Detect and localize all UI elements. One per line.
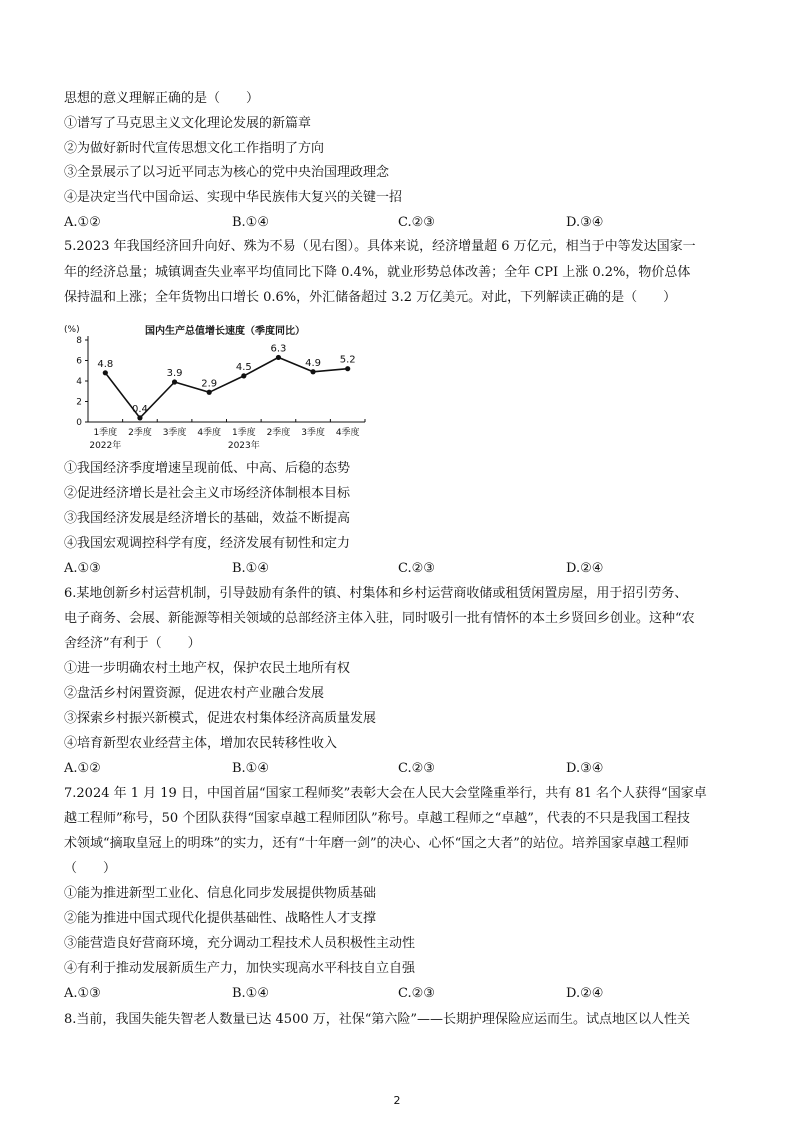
q6-stem-line-1: 6.某地创新乡村运营机制，引导鼓励有条件的镇、村集体和乡村运营商收储或租赁闲置房屋，用于招引劳务、 <box>64 586 688 601</box>
q5-option-c[interactable]: C.②③ <box>398 561 435 576</box>
q5-item-4: ④我国宏观调控科学有度，经济发展有韧性和定力 <box>64 536 351 551</box>
q7-option-d[interactable]: D.②④ <box>566 986 604 1001</box>
q7-option-a[interactable]: A.①③ <box>64 986 101 1001</box>
q5-item-2: ②促进经济增长是社会主义市场经济体制根本目标 <box>64 486 351 501</box>
data-label-5: 6.3 <box>270 343 287 355</box>
x-tick-label-4: 1季度 <box>231 428 256 438</box>
data-label-2: 3.9 <box>166 368 183 380</box>
q7-item-1: ①能为推进新型工业化、信息化同步发展提供物质基础 <box>64 886 377 901</box>
data-point-5 <box>276 355 281 360</box>
q6-item-3: ③探索乡村振兴新模式，促进农村集体经济高质量发展 <box>64 711 377 726</box>
q7-item-4: ④有利于推动发展新质生产力，加快实现高水平科技自立自强 <box>64 961 416 976</box>
q7-option-c[interactable]: C.②③ <box>398 986 435 1001</box>
data-label-0: 4.8 <box>97 358 114 370</box>
q7-item-3: ③能营造良好营商环境，充分调动工程技术人员积极性主动性 <box>64 936 416 951</box>
data-label-6: 4.9 <box>305 357 322 369</box>
chart-title: 国内生产总值增长速度（季度同比） <box>145 326 305 337</box>
q8-stem-line-1: 8.当前，我国失能失智老人数量已达 4500 万，社保“第六险”——长期护理保险应运而生。试点地区以人性关 <box>64 1012 691 1027</box>
x-tick-label-3: 4季度 <box>197 428 222 438</box>
data-point-0 <box>103 370 108 375</box>
q5-option-d[interactable]: D.②④ <box>566 561 604 576</box>
q4-stem: 思想的意义理解正确的是（ ） <box>64 91 260 106</box>
data-label-4: 4.5 <box>235 361 252 373</box>
chart-y-label: (%) <box>64 325 80 335</box>
x-tick-label-7: 4季度 <box>335 428 360 438</box>
y-tick-label-0: 0 <box>76 418 82 428</box>
q5-item-3: ③我国经济发展是经济增长的基础，效益不断提高 <box>64 511 351 526</box>
x-tick-label-1: 2季度 <box>128 428 152 438</box>
q6-option-b[interactable]: B.①④ <box>232 761 269 776</box>
data-point-7 <box>345 366 350 371</box>
x-tick-label-0: 1季度 <box>93 428 118 438</box>
y-tick-label-1: 2 <box>76 397 82 408</box>
x-tick-label-2: 3季度 <box>162 428 187 438</box>
q4-item-4: ④是决定当代中国命运、实现中华民族伟大复兴的关键一招 <box>64 190 403 205</box>
year-label-0: 2022年 <box>89 441 122 451</box>
q5-item-1: ①我国经济季度增速呈现前低、中高、后稳的态势 <box>64 461 351 476</box>
q4-option-b[interactable]: B.①④ <box>232 215 269 230</box>
q6-item-1: ①进一步明确农村土地产权，保护农民土地所有权 <box>64 661 351 676</box>
x-tick-label-5: 2季度 <box>266 428 291 438</box>
q4-option-c[interactable]: C.②③ <box>398 215 435 230</box>
q6-option-d[interactable]: D.③④ <box>566 761 604 776</box>
q5-option-a[interactable]: A.①③ <box>64 561 101 576</box>
gdp-growth-chart <box>60 318 370 456</box>
q6-item-2: ②盘活乡村闲置资源，促进农村产业融合发展 <box>64 686 325 701</box>
data-point-1 <box>137 415 142 420</box>
q5-option-b[interactable]: B.①④ <box>232 561 269 576</box>
data-label-1: 0.4 <box>131 403 148 415</box>
y-tick-label-4: 8 <box>76 336 82 346</box>
y-tick-label-3: 6 <box>76 356 82 367</box>
page-number: 2 <box>393 1094 401 1107</box>
data-point-6 <box>310 369 315 374</box>
q4-option-d[interactable]: D.③④ <box>566 215 604 230</box>
data-label-7: 5.2 <box>339 354 356 366</box>
q4-item-1: ①谱写了马克思主义文化理论发展的新篇章 <box>64 116 312 131</box>
q4-item-2: ②为做好新时代宣传思想文化工作指明了方向 <box>64 141 325 156</box>
q7-stem-line-2: 越工程师”称号，50 个团队获得“国家卓越工程师团队”称号。卓越工程师之“卓越”，代表的不只是我国工程技 <box>64 811 690 826</box>
y-tick-label-2: 4 <box>76 377 82 387</box>
q5-stem-line-1: 5.2023 年我国经济回升向好、殊为不易（见右图）。具体来说，经济增量超 6 万亿元，相当于中等发达国家一 <box>64 239 696 254</box>
data-point-3 <box>207 390 212 395</box>
q6-option-c[interactable]: C.②③ <box>398 761 435 776</box>
q6-stem-line-3: 舍经济”有利于（ ） <box>64 636 201 651</box>
q5-stem-line-3: 保持温和上涨；全年货物出口增长 0.6%，外汇储备超过 3.2 万亿美元。对此，下列解读正确的是（ ） <box>64 290 677 305</box>
data-point-4 <box>241 373 246 378</box>
q5-stem-line-2: 年的经济总量；城镇调查失业率平均值同比下降 0.4%，就业形势总体改善；全年 CPI 上涨 0.2%，物价总体 <box>64 265 691 280</box>
q6-stem-line-2: 电子商务、会展、新能源等相关领域的总部经济主体入驻，同时吸引一批有情怀的本土乡贤回乡创业。这种“农 <box>64 611 695 626</box>
q7-stem-line-3: 术领域“摘取皇冠上的明珠”的实力，还有“十年磨一剑”的决心、心怀“国之大者”的站位。培养国家卓越工程师 <box>64 836 689 851</box>
q7-stem-line-1: 7.2024 年 1 月 19 日，中国首届“国家工程师奖”表彰大会在人民大会堂隆重举行，共有 81 名个人获得“国家卓 <box>64 786 707 801</box>
q6-item-4: ④培育新型农业经营主体，增加农民转移性收入 <box>64 736 338 751</box>
q7-stem-line-4: （ ） <box>64 861 117 876</box>
year-label-1: 2023年 <box>227 441 260 451</box>
x-tick-label-6: 3季度 <box>301 428 325 438</box>
q7-option-b[interactable]: B.①④ <box>232 986 269 1001</box>
q4-option-a[interactable]: A.①② <box>64 215 101 230</box>
q4-item-3: ③全景展示了以习近平同志为核心的党中央治国理政理念 <box>64 165 390 180</box>
q7-item-2: ②能为推进中国式现代化提供基础性、战略性人才支撑 <box>64 911 377 926</box>
q6-option-a[interactable]: A.①② <box>64 761 101 776</box>
data-label-3: 2.9 <box>201 378 218 390</box>
data-point-2 <box>172 379 177 384</box>
